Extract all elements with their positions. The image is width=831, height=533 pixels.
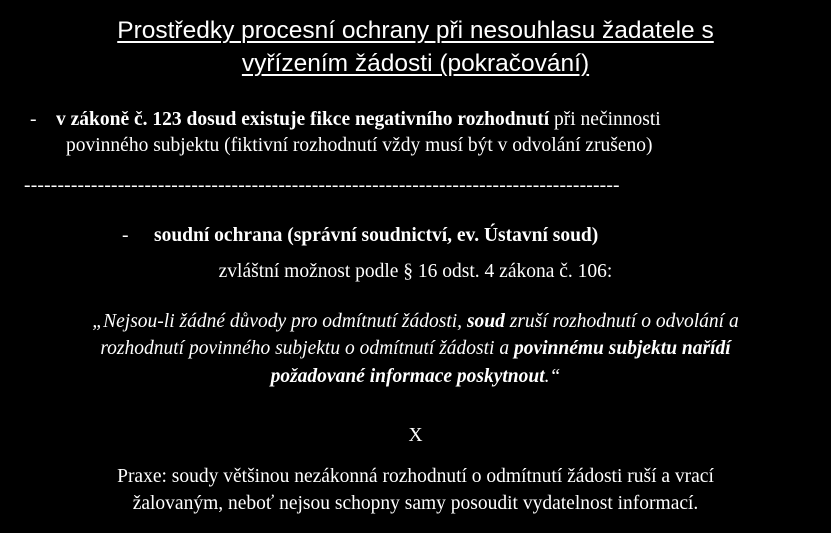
slide-title [0, 14, 831, 80]
item2-bold-text: soudní ochrana (správní soudnictví, ev. Ústavní soud) [154, 225, 599, 246]
quote-line-2 [0, 337, 831, 361]
praxe-line-1: Praxe: soudy většinou nezákonná rozhodnutí o odmítnutí žádosti ruší a vrací [117, 466, 714, 487]
item1-line-1 [56, 108, 661, 132]
quote-l1-bold: soud [466, 311, 505, 332]
quote-l3-bold: požadované informace poskytnout [270, 366, 545, 387]
item1-bold-text: v zákoně č. 123 dosud existuje fikce negativního rozhodnutí [56, 109, 550, 130]
quote-l2-bold: povinnému subjektu nařídí [513, 338, 731, 359]
item2-bullet: - [122, 225, 129, 246]
title-line-1: Prostředky procesní ochrany při nesouhlasu žadatele s [117, 17, 714, 44]
quote-l2-part1: rozhodnutí povinného subjektu o odmítnutí žádosti a [100, 338, 514, 359]
item1-bullet: - [30, 109, 37, 130]
x-mark: X [408, 425, 423, 446]
special-provision: zvláštní možnost podle § 16 odst. 4 zákona č. 106: [218, 261, 613, 282]
praxe-line-2: žalovaným, neboť nejsou schopny samy posoudit vydatelnost informací. [132, 493, 699, 514]
item1-line-2: povinného subjektu (fiktivní rozhodnutí vždy musí být v odvolání zrušeno) [66, 135, 653, 156]
quote-l1-part1: „Nejsou-li žádné důvody pro odmítnutí žádosti, [92, 311, 467, 332]
quote-line-1 [0, 310, 831, 334]
quote-l3-end: .“ [544, 366, 561, 387]
quote-l1-part2: zruší rozhodnutí o odvolání a [504, 311, 739, 332]
title-line-2: vyřízením žádosti (pokračování) [241, 50, 590, 77]
separator-line: ----------------------------------------------------------------------------------------- [24, 175, 620, 196]
item1-text-rest: při nečinnosti [549, 109, 661, 130]
quote-line-3 [0, 365, 831, 389]
